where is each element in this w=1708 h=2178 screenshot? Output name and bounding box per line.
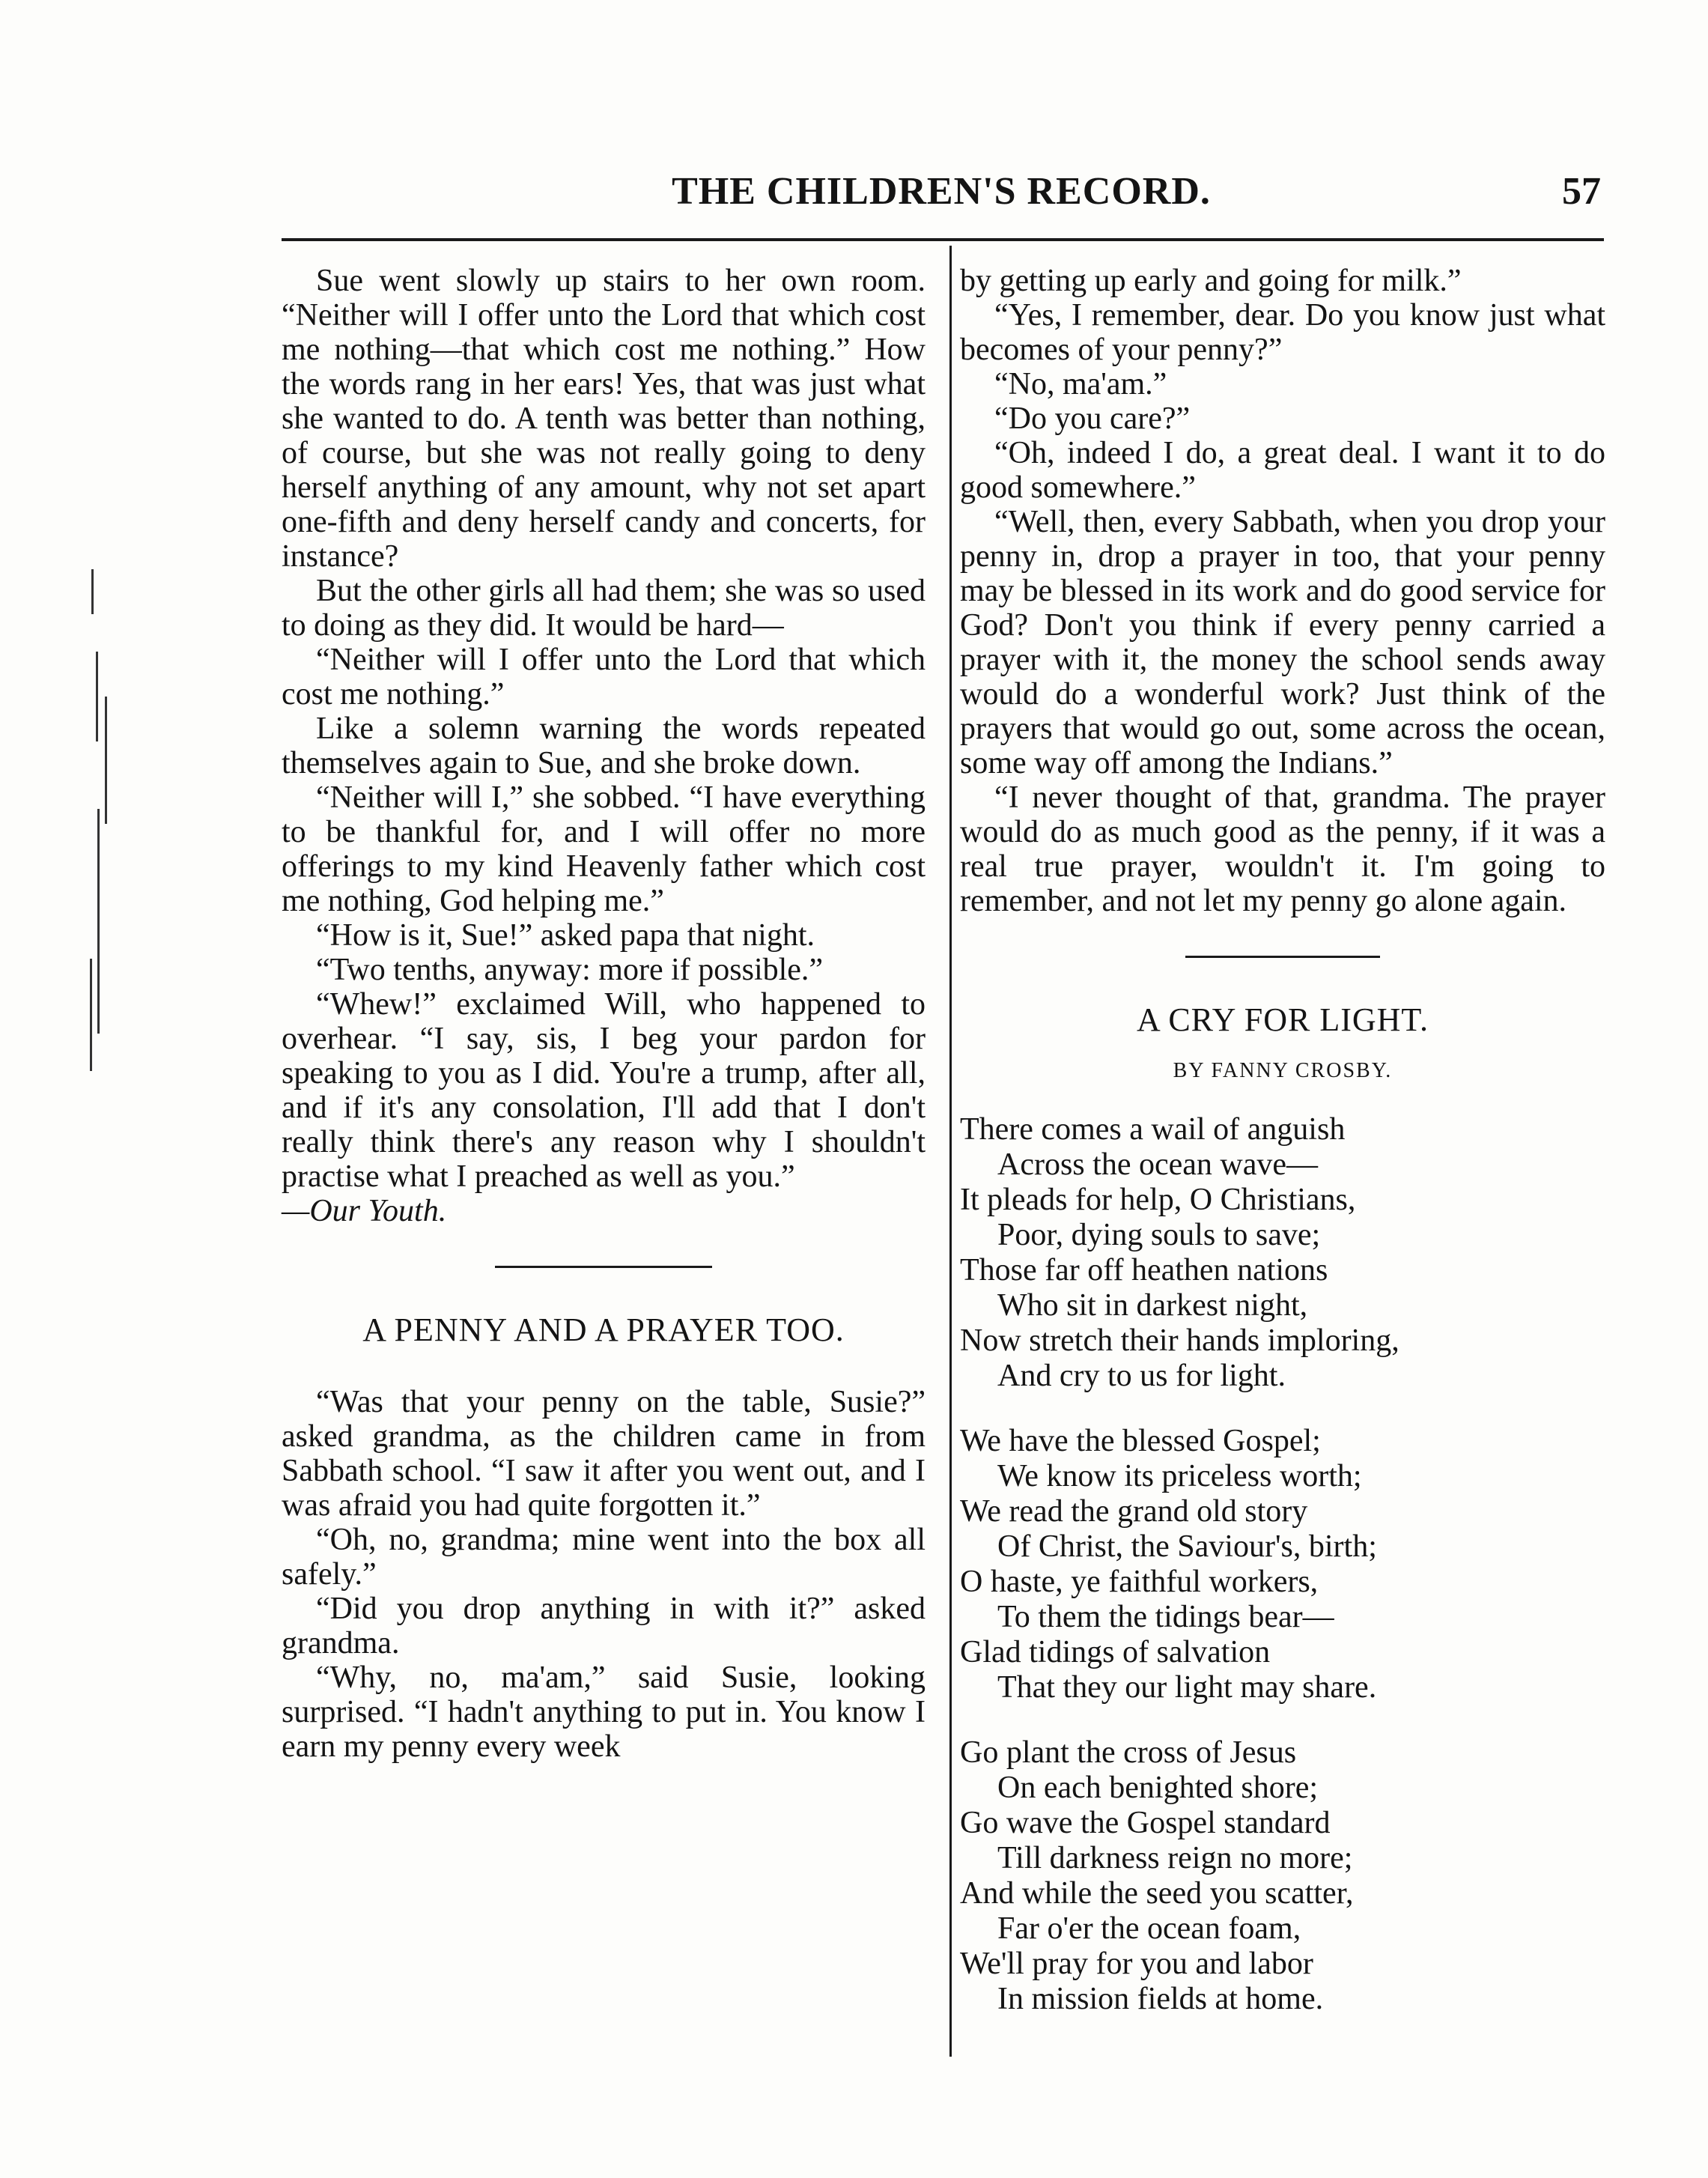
right-column — [960, 264, 1605, 2047]
poem-line: We have the blessed Gospel; — [960, 1424, 1321, 1458]
story-paragraph: “Two tenths, anyway: more if possible.” — [316, 953, 824, 987]
poem-line: We read the grand old story — [960, 1494, 1308, 1529]
header-rule — [282, 238, 1604, 241]
poem-title: A CRY FOR LIGHT. — [1136, 1001, 1429, 1038]
story-paragraph: “Neither will I offer unto the Lord that which cost me nothing.” — [282, 643, 926, 712]
page-header — [282, 163, 1601, 223]
article-paragraph-continued: by getting up early and going for milk.” — [960, 264, 1462, 298]
poem-line: Who sit in darkest night, — [997, 1288, 1308, 1323]
story-paragraph: “Neither will I,” she sobbed. “I have everything to be thankful for, and I will offer no more offerings to my kind Heavenly father which cost me nothing, God helping me.” — [282, 780, 926, 918]
article-paragraph: “Yes, I remember, dear. Do you know just what becomes of your penny?” — [960, 298, 1605, 367]
poem-stanza — [960, 1424, 1605, 1705]
poem-line: Poor, dying souls to save; — [997, 1218, 1321, 1252]
poem-line: And while the seed you scatter, — [960, 1876, 1354, 1911]
story-paragraph: “Whew!” exclaimed Will, who happened to overhear. “I say, sis, I beg your pardon for speaking to you as I did. You're a trump, after all, and if it's any consolation, I'll add that I don't really think there's any reason why I shouldn't practise what I preached as well as you.” — [282, 987, 926, 1194]
poem-line: And cry to us for light. — [997, 1359, 1286, 1393]
poem-line: That they our light may share. — [997, 1670, 1377, 1705]
article-paragraph: “Do you care?” — [994, 401, 1191, 436]
margin-pencil-marks — [75, 569, 120, 1093]
article-paragraph: “Oh, indeed I do, a great deal. I want it to do good somewhere.” — [960, 436, 1605, 505]
publication-title: THE CHILDREN'S RECORD. — [672, 170, 1211, 213]
poem-stanza — [960, 1735, 1605, 2017]
page-number: 57 — [1562, 170, 1601, 213]
story-paragraph: Like a solemn warning the words repeated themselves again to Sue, and she broke down. — [282, 712, 926, 780]
section-separator — [1185, 956, 1380, 958]
article-paragraph: “Oh, no, grandma; mine went into the box all safely.” — [282, 1523, 926, 1592]
story-paragraph: But the other girls all had them; she was so used to doing as they did. It would be hard— — [282, 574, 926, 643]
article-paragraph: “Did you drop anything in with it?” asked grandma. — [282, 1592, 926, 1660]
poem-line: In mission fields at home. — [997, 1982, 1324, 2016]
article-title: A PENNY AND A PRAYER TOO. — [362, 1311, 845, 1348]
poem-line: To them the tidings bear— — [997, 1600, 1334, 1634]
poem-line: Go plant the cross of Jesus — [960, 1735, 1297, 1770]
poem-line: Of Christ, the Saviour's, birth; — [997, 1529, 1377, 1564]
poem-line: Far o'er the ocean foam, — [997, 1911, 1301, 1946]
story-attribution: —Our Youth. — [282, 1194, 447, 1228]
poem-line: Glad tidings of salvation — [960, 1635, 1271, 1669]
left-column — [282, 264, 926, 1764]
poem-line: Across the ocean wave— — [997, 1147, 1318, 1182]
poem-line: On each benighted shore; — [997, 1771, 1319, 1805]
poem-line: There comes a wail of anguish — [960, 1112, 1346, 1147]
poem-line: We know its priceless worth; — [997, 1459, 1362, 1493]
poem-stanza — [960, 1112, 1605, 1394]
story-paragraph: Sue went slowly up stairs to her own room. “Neither will I offer unto the Lord that which cost me nothing—that which cost me nothing.” How the words rang in her ears! Yes, that was just what she wanted to do. A tenth was better than nothing, of course, but she was not really going to deny herself anything of any amount, why not set apart one-fifth and deny herself candy and concerts, for instance? — [282, 264, 926, 574]
poem-line: Now stretch their hands imploring, — [960, 1323, 1399, 1358]
section-separator — [495, 1266, 712, 1268]
article-paragraph: “Why, no, ma'am,” said Susie, looking surprised. “I hadn't anything to put in. You know I earn my penny every week — [282, 1660, 926, 1764]
article-paragraph: “I never thought of that, grandma. The prayer would do as much good as the penny, if it was a real true prayer, wouldn't it. I'm going to remember, and not let my penny go alone again. — [960, 780, 1605, 918]
article-paragraph: “Was that your penny on the table, Susie?” asked grandma, as the children came in from Sabbath school. “I saw it after you went out, and I was afraid you had quite forgotten it.” — [282, 1385, 926, 1523]
column-divider — [949, 246, 952, 2057]
poem-line: Go wave the Gospel standard — [960, 1806, 1331, 1840]
poem-line: It pleads for help, O Christians, — [960, 1183, 1356, 1217]
poem-line: Those far off heathen nations — [960, 1253, 1328, 1287]
poem-line: O haste, ye faithful workers, — [960, 1565, 1319, 1599]
story-paragraph: “How is it, Sue!” asked papa that night. — [316, 918, 815, 953]
poem-line: Till darkness reign no more; — [997, 1841, 1353, 1875]
poem-byline: BY FANNY CROSBY. — [1173, 1059, 1393, 1082]
poem-line: We'll pray for you and labor — [960, 1947, 1313, 1981]
article-paragraph: “Well, then, every Sabbath, when you drop your penny in, drop a prayer in too, that your penny may be blessed in its work and do good service for God? Don't you think if every penny carried a prayer with it, the money the school sends away would do a wonderful work? Just think of the prayers that would go out, some across the ocean, some way off among the Indians.” — [960, 505, 1605, 780]
article-paragraph: “No, ma'am.” — [994, 367, 1167, 401]
